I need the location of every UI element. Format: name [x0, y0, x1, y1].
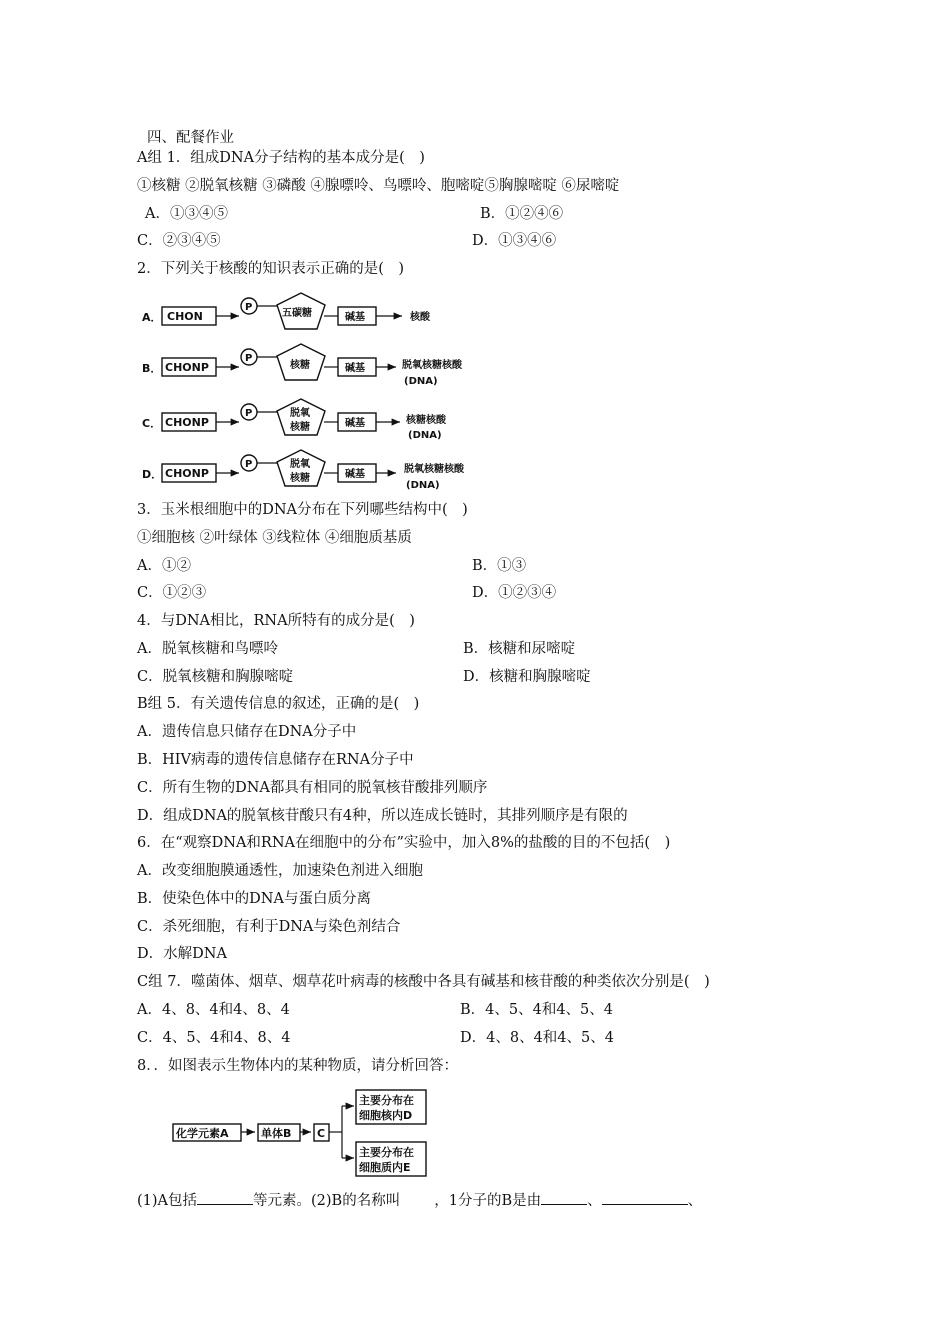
q6-option-b: B．使染色体中的DNA与蛋白质分离 [137, 891, 371, 907]
q2-row-d [142, 450, 465, 491]
q3-option-a: A．①② [137, 558, 191, 574]
polymer-c-label: C [317, 1127, 326, 1140]
q2-row-d-sugar-line1: 脱氧 [290, 459, 310, 470]
q8-separator: 、 [587, 1193, 602, 1209]
q2-row-c [142, 399, 447, 441]
question-3-stem: 3．玉米根细胞中的DNA分布在下列哪些结构中( ) [137, 502, 468, 518]
q6-option-a: A．改变细胞膜通透性，加速染色剂进入细胞 [137, 863, 423, 879]
q2-row-b-sugar: 核糖 [290, 360, 310, 371]
q2-row-b-result-abbr: (DNA) [404, 376, 438, 387]
q2-row-d-elements: CHONP [165, 467, 209, 480]
q2-row-b-phosphate: P [245, 353, 253, 364]
q2-row-a [142, 293, 431, 329]
q5-option-c: C．所有生物的DNA都具有相同的脱氧核苷酸排列顺序 [137, 780, 488, 796]
section-title: 四、配餐作业 [147, 130, 234, 146]
q4-option-c: C．脱氧核糖和胸腺嘧啶 [137, 669, 294, 685]
q5-option-b: B．HIV病毒的遗传信息储存在RNA分子中 [137, 752, 414, 768]
q7-option-b: B．4、5、4和4、5、4 [460, 1002, 614, 1018]
q8-blank-elements[interactable] [197, 1190, 253, 1205]
nucleic-acid-options-figure [138, 292, 498, 498]
nucleus-d-line2: 细胞核内D [359, 1109, 413, 1122]
q2-row-d-base: 碱基 [345, 469, 365, 480]
q2-row-a-sugar: 五碳糖 [282, 308, 312, 319]
q8-part1-text: (1)A包括 [137, 1193, 198, 1209]
q8-end: 、 [687, 1193, 703, 1209]
q1-option-d: D．①③④⑥ [472, 233, 557, 249]
q6-option-c: C．杀死细胞，有利于DNA与染色剂结合 [137, 919, 401, 935]
q2-row-c-result: 核糖核酸 [406, 415, 446, 426]
q2-row-c-sugar-line1: 脱氧 [290, 408, 310, 419]
q3-option-c: C．①②③ [137, 585, 207, 601]
q5-option-a: A．遗传信息只储存在DNA分子中 [137, 724, 357, 740]
q2-row-a-base: 碱基 [345, 312, 365, 323]
q2-row-a-result: 核酸 [410, 312, 430, 323]
cytoplasm-e-line1: 主要分布在 [359, 1146, 414, 1159]
q1-option-c: C．②③④⑤ [137, 233, 221, 249]
q4-option-d: D．核糖和胸腺嘧啶 [463, 669, 591, 685]
element-a-label: 化学元素A [176, 1127, 229, 1140]
q2-row-a-letter: A． [142, 311, 162, 324]
q2-row-b-letter: B． [142, 362, 162, 375]
q3-option-d: D．①②③④ [472, 585, 557, 601]
q2-row-d-sugar-line2: 核糖 [290, 473, 310, 484]
question-1-items: ①核糖 ②脱氧核糖 ③磷酸 ④腺嘌呤、鸟嘌呤、胞嘧啶⑤胸腺嘧啶 ⑥尿嘧啶 [137, 178, 620, 194]
monomer-b-label: 单体B [261, 1127, 292, 1140]
q2-row-b-result: 脱氧核糖核酸 [402, 360, 462, 371]
question-4-stem: 4．与DNA相比，RNA所特有的成分是( ) [137, 613, 415, 629]
q2-row-c-sugar-line2: 核糖 [290, 422, 310, 433]
q2-row-a-elements: CHON [167, 310, 203, 323]
question-5-stem: B组 5．有关遗传信息的叙述，正确的是( ) [137, 696, 420, 712]
q2-row-a-phosphate: P [245, 302, 253, 313]
q2-row-c-result-abbr: (DNA) [408, 430, 442, 441]
q1-option-a: A．①③④⑤ [145, 206, 228, 222]
question-7-stem: C组 7．噬菌体、烟草、烟草花叶病毒的核酸中各具有碱基和核苷酸的种类依次分别是( ) [137, 974, 710, 990]
question-1-stem: A组 1．组成DNA分子结构的基本成分是( ) [137, 150, 425, 166]
nucleus-d-line1: 主要分布在 [359, 1094, 414, 1107]
q2-row-c-base: 碱基 [345, 418, 365, 429]
q2-row-c-phosphate: P [245, 408, 253, 419]
q8-blank-component-1[interactable] [541, 1190, 587, 1205]
question-6-stem: 6．在“观察DNA和RNA在细胞中的分布”实验中，加入8%的盐酸的目的不包括( ) [137, 835, 671, 851]
q2-row-d-result: 脱氧核糖核酸 [404, 464, 464, 475]
q7-option-d: D．4、8、4和4、5、4 [460, 1030, 614, 1046]
q2-row-b-elements: CHONP [165, 361, 209, 374]
question-2-stem: 2．下列关于核酸的知识表示正确的是( ) [137, 261, 405, 277]
q2-row-d-result-abbr: (DNA) [406, 480, 440, 491]
q6-option-d: D．水解DNA [137, 946, 227, 962]
question-8-part-1 [137, 1190, 702, 1211]
q8-part3-text: ，1分子的B是由 [434, 1193, 542, 1209]
q4-option-b: B．核糖和尿嘧啶 [463, 641, 576, 657]
cytoplasm-e-line2: 细胞质内E [359, 1161, 411, 1174]
question-3-items: ①细胞核 ②叶绿体 ③线粒体 ④细胞质基质 [137, 530, 412, 546]
q5-option-d: D．组成DNA的脱氧核苷酸只有4种，所以连成长链时，其排列顺序是有限的 [137, 808, 628, 824]
q2-row-b [142, 344, 463, 387]
q2-row-d-letter: D． [142, 468, 163, 481]
q2-row-d-phosphate: P [245, 459, 253, 470]
q8-part2-text: 等元素。(2)B的名称叫 [253, 1193, 401, 1209]
question-8-stem: 8．．如图表示生物体内的某种物质，请分析回答： [137, 1058, 458, 1074]
q1-option-b: B．①②④⑥ [480, 206, 564, 222]
q2-row-c-elements: CHONP [165, 416, 209, 429]
substance-flow-figure [170, 1088, 430, 1180]
q4-option-a: A．脱氧核糖和鸟嘌呤 [137, 641, 278, 657]
q3-option-b: B．①③ [472, 558, 527, 574]
q7-option-a: A．4、8、4和4、8、4 [137, 1002, 290, 1018]
q7-option-c: C．4、5、4和4、8、4 [137, 1030, 291, 1046]
q2-row-b-base: 碱基 [345, 363, 365, 374]
q2-row-c-letter: C． [142, 417, 162, 430]
q8-blank-component-2[interactable] [602, 1190, 688, 1205]
